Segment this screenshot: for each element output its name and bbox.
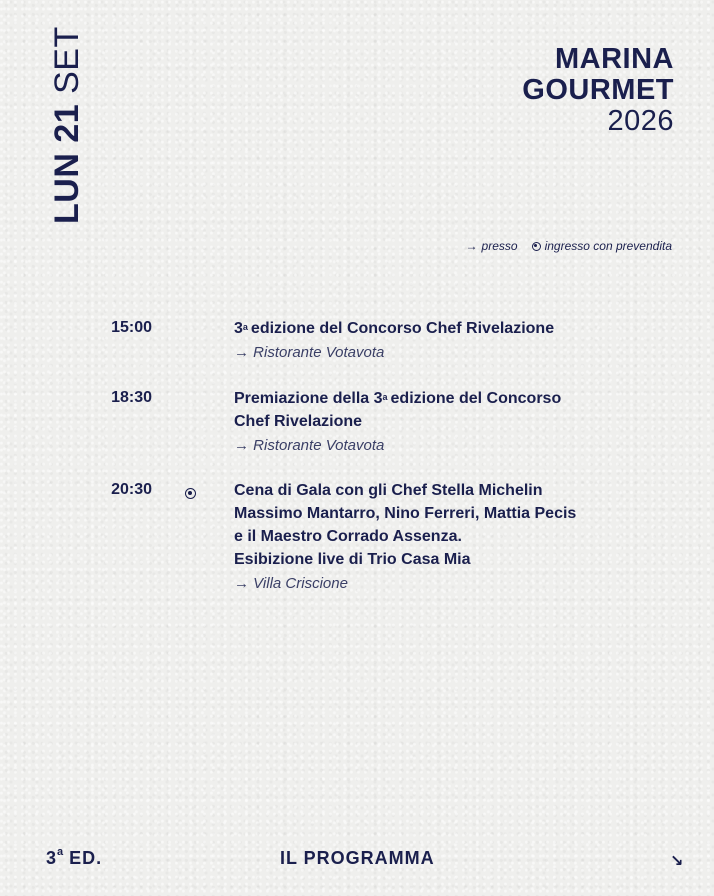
event-title [234, 479, 577, 595]
event-place: → Villa Criscione [234, 575, 348, 592]
event-place: → Ristorante Votavota [234, 437, 385, 454]
ordinal-number: 3 [373, 390, 383, 407]
event-title-line: Cena di Gala con gli Chef Stella Michelin [234, 482, 543, 499]
edition-text: ED. [69, 848, 103, 868]
event-title-line: edizione del Concorso [390, 390, 562, 407]
event-title-line: Esibizione live di Trio Casa Mia [234, 551, 471, 568]
event-time: 20:30 [111, 481, 152, 498]
ordinal-suffix: a [242, 322, 248, 332]
arrow-down-right-icon[interactable]: ↘ [670, 853, 684, 870]
prevendita-dot-icon [185, 488, 196, 499]
event-title-line: e il Maestro Corrado Assenza. [234, 528, 462, 545]
event-title [234, 387, 574, 457]
brand-logo-text [522, 44, 674, 137]
ordinal-suffix: a [382, 392, 388, 402]
event-title-line: edizione del Concorso Chef Rivelazione [250, 320, 555, 337]
legend-prevendita: ingresso con prevendita [544, 239, 672, 253]
brand-line-1: MARINA [555, 43, 674, 75]
event-place: → Ristorante Votavota [234, 344, 385, 361]
legend [466, 239, 672, 253]
brand-line-2: GOURMET [522, 74, 674, 106]
prevendita-marker [185, 485, 196, 503]
event-time: 18:30 [111, 389, 152, 406]
legend-presso: presso [481, 239, 518, 253]
ordinal-number: 3 [234, 320, 243, 337]
brand-year: 2026 [607, 105, 674, 137]
edition-label [46, 848, 102, 869]
date-month: SET [48, 26, 86, 94]
event-title-prefix: Premiazione della [234, 390, 374, 407]
event-title-line: Massimo Mantarro, Nino Ferreri, Mattia Pecis [234, 505, 577, 522]
program-heading: IL PROGRAMMA [280, 848, 435, 868]
event-title [234, 317, 574, 364]
date-day: LUN 21 [48, 103, 86, 224]
event-time: 15:00 [111, 319, 152, 336]
event-date [47, 26, 87, 224]
prevendita-dot-icon [532, 242, 541, 251]
event-title-line: Chef Rivelazione [234, 413, 363, 430]
edition-number: 3 [46, 848, 58, 868]
edition-suffix: a [57, 846, 65, 858]
arrow-icon: → [465, 239, 478, 253]
